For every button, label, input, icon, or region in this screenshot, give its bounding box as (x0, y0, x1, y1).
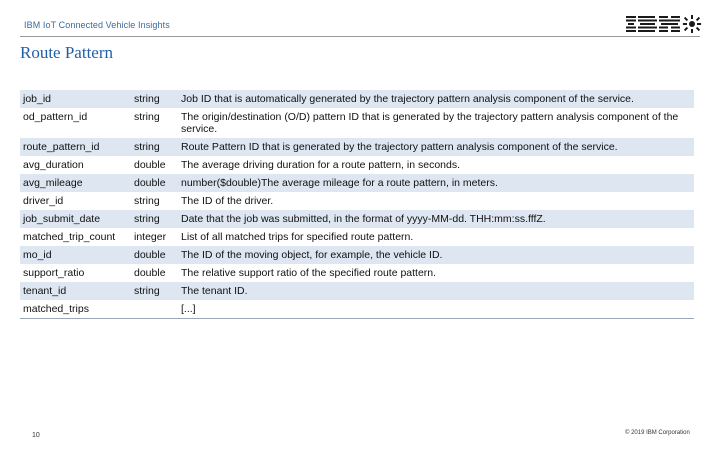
field-description-cell: The origin/destination (O/D) pattern ID that is generated by the trajectory pattern analysis component of the service. (181, 111, 679, 135)
field-type-cell: integer (134, 231, 167, 243)
field-type-cell: string (131, 90, 178, 108)
field-type-cell: double (131, 246, 178, 264)
field-name-cell: tenant_id (20, 282, 131, 300)
table-row (20, 90, 694, 108)
field-name-cell: avg_duration (23, 159, 84, 171)
table-row (20, 246, 694, 264)
table-row (20, 300, 694, 319)
table-row (20, 228, 694, 246)
field-description-cell: Route Pattern ID that is generated by the trajectory pattern analysis component of the service. (178, 138, 694, 156)
field-name-cell: driver_id (23, 195, 64, 207)
field-description-cell: List of all matched trips for specified route pattern. (181, 231, 414, 243)
copyright: © 2019 IBM Corporation (625, 430, 690, 436)
field-name-cell: matched_trips (20, 300, 131, 319)
field-name-cell: route_pattern_id (20, 138, 131, 156)
page-number: 10 (32, 432, 40, 439)
table-row (20, 138, 694, 156)
field-description-cell: The average driving duration for a route pattern, in seconds. (181, 159, 460, 171)
table-row (20, 264, 694, 282)
field-type-cell: double (134, 267, 166, 279)
field-description-cell: The tenant ID. (178, 282, 694, 300)
field-type-cell: string (131, 138, 178, 156)
table-row (20, 156, 694, 174)
field-description-cell: The relative support ratio of the specified route pattern. (181, 267, 437, 279)
field-name-cell: avg_mileage (20, 174, 131, 192)
field-type-cell: double (134, 159, 166, 171)
ibm-logo-icon (624, 13, 702, 35)
field-description-cell: The ID of the moving object, for example, the vehicle ID. (178, 246, 694, 264)
field-description-cell: [...] (178, 300, 694, 319)
field-type-cell: string (134, 111, 160, 123)
field-name-cell: matched_trip_count (23, 231, 116, 243)
field-type-cell: double (131, 174, 178, 192)
field-type-cell: string (131, 210, 178, 228)
header-title: IBM IoT Connected Vehicle Insights (24, 20, 170, 30)
table-row (20, 174, 694, 192)
field-name-cell: job_submit_date (20, 210, 131, 228)
field-description-cell: number($double)The average mileage for a route pattern, in meters. (178, 174, 694, 192)
field-type-cell (131, 300, 178, 319)
field-type-cell: string (134, 195, 160, 207)
table-row (20, 192, 694, 210)
page-title: Route Pattern (20, 43, 114, 62)
field-name-cell: job_id (20, 90, 131, 108)
header-divider (20, 36, 700, 37)
field-name-cell: mo_id (20, 246, 131, 264)
field-type-cell: string (131, 282, 178, 300)
field-description-cell: Date that the job was submitted, in the format of yyyy-MM-dd. THH:mm:ss.fffZ. (178, 210, 694, 228)
field-description-cell: Job ID that is automatically generated by the trajectory pattern analysis component of the service. (178, 90, 694, 108)
table-row (20, 108, 694, 138)
field-description-cell: The ID of the driver. (181, 195, 274, 207)
field-table (20, 90, 694, 319)
table-row (20, 210, 694, 228)
table-row (20, 282, 694, 300)
field-name-cell: support_ratio (23, 267, 85, 279)
field-name-cell: od_pattern_id (23, 111, 88, 123)
